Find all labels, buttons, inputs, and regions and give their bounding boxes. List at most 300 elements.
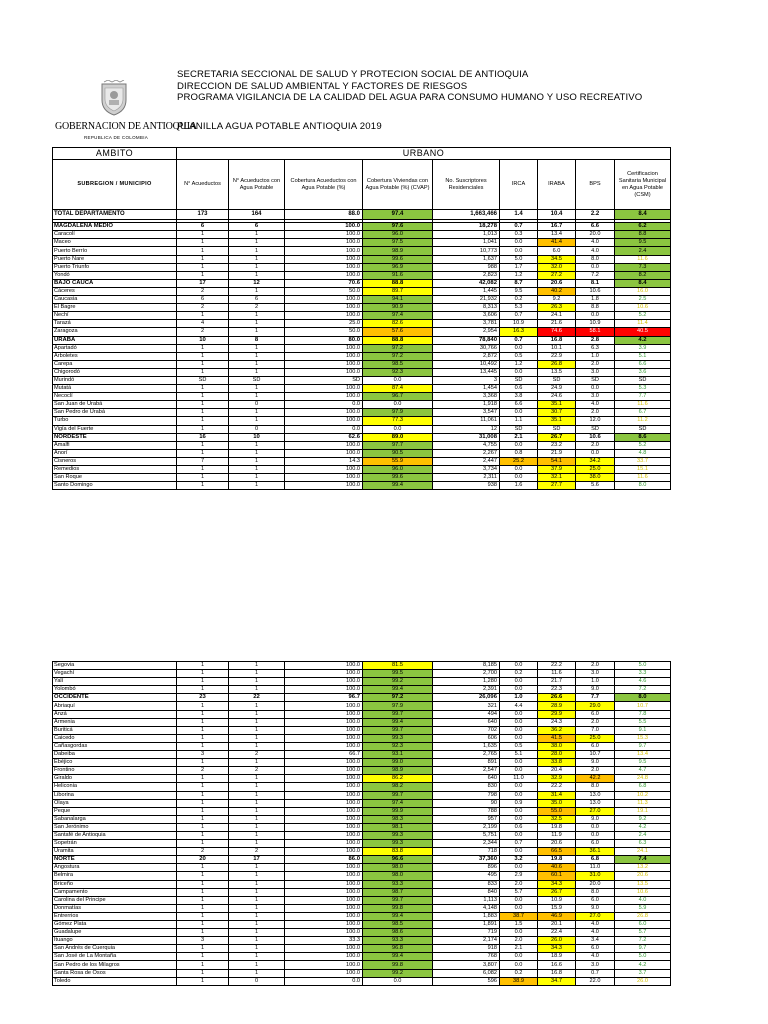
municipio-row (53, 937, 671, 945)
acueductos-potable-cell: 1 (229, 783, 285, 791)
urbano-header: URBANO (177, 148, 671, 160)
acueductos-cell: 6 (177, 296, 229, 304)
municipio-row (53, 929, 671, 937)
bps-cell: 2.8 (576, 336, 615, 344)
acueductos-potable-cell: 1 (229, 945, 285, 953)
acueductos-cell: 1 (177, 831, 229, 839)
cvap-cell: 99.3 (363, 840, 433, 848)
iraba-cell: 74.6 (538, 328, 576, 336)
municipio-name: Zaragoza (53, 328, 177, 336)
cobertura-acueductos-cell: 100.0 (285, 791, 363, 799)
iraba-cell: 20.6 (538, 840, 576, 848)
column-header: SUBREGION / MUNICIPIO (53, 160, 177, 210)
municipio-name: Yalí (53, 678, 177, 686)
irca-cell: 2.0 (500, 880, 538, 888)
municipio-name: Cáceres (53, 287, 177, 295)
bps-cell: 8.0 (576, 783, 615, 791)
cobertura-acueductos-cell: 100.0 (285, 815, 363, 823)
csm-cell: 7.2 (615, 937, 671, 945)
cobertura-acueductos-cell: 100.0 (285, 896, 363, 904)
bps-cell: 5.6 (576, 482, 615, 490)
suscriptores-cell: 1,013 (433, 231, 500, 239)
municipio-row (53, 969, 671, 977)
cobertura-acueductos-cell: 100.0 (285, 969, 363, 977)
cobertura-acueductos-cell: 0.0 (285, 401, 363, 409)
acueductos-cell: 1 (177, 482, 229, 490)
acueductos-potable-cell: 1 (229, 961, 285, 969)
acueductos-cell: 1 (177, 921, 229, 929)
municipio-name: Puerto Nare (53, 255, 177, 263)
municipio-name: Entrerrios (53, 912, 177, 920)
cobertura-acueductos-cell: 100.0 (285, 223, 363, 231)
acueductos-cell: 1 (177, 953, 229, 961)
iraba-cell: 22.9 (538, 352, 576, 360)
bps-cell: 1.0 (576, 678, 615, 686)
iraba-cell: 26.7 (538, 888, 576, 896)
suscriptores-cell: 1,891 (433, 921, 500, 929)
bps-cell: 3.0 (576, 393, 615, 401)
column-header: Cobertura Viviendas con Agua Potable (%) (CVAP) (363, 160, 433, 210)
cvap-cell: 57.6 (363, 328, 433, 336)
bps-cell: SD (576, 376, 615, 384)
suscriptores-cell: 1,454 (433, 385, 500, 393)
municipio-name: Guadalupe (53, 929, 177, 937)
iraba-cell: 33.8 (538, 759, 576, 767)
cobertura-acueductos-cell: 33.3 (285, 937, 363, 945)
bps-cell: 9.0 (576, 686, 615, 694)
municipio-row (53, 376, 671, 384)
cobertura-acueductos-cell: 25.0 (285, 320, 363, 328)
acueductos-cell: 1 (177, 344, 229, 352)
suscriptores-cell: 1,280 (433, 678, 500, 686)
cvap-cell: 90.9 (363, 304, 433, 312)
iraba-cell: 40.2 (538, 287, 576, 295)
suscriptores-cell: 1,635 (433, 742, 500, 750)
acueductos-potable-cell: 1 (229, 904, 285, 912)
suscriptores-cell: 1,637 (433, 255, 500, 263)
acueductos-potable-cell: 1 (229, 368, 285, 376)
csm-cell: 5.7 (615, 929, 671, 937)
table-body (53, 662, 671, 986)
cvap-cell: 97.2 (363, 352, 433, 360)
municipio-name: Liborina (53, 791, 177, 799)
bps-cell: 6.6 (576, 223, 615, 231)
acueductos-cell: 1 (177, 872, 229, 880)
acueductos-cell: 1 (177, 977, 229, 985)
cobertura-acueductos-cell: 100.0 (285, 831, 363, 839)
irca-cell: 0.0 (500, 864, 538, 872)
suscriptores-cell: 4,755 (433, 441, 500, 449)
csm-cell: 24.8 (615, 775, 671, 783)
municipio-row (53, 864, 671, 872)
suscriptores-cell: 640 (433, 775, 500, 783)
acueductos-cell: 1 (177, 880, 229, 888)
acueductos-potable-cell: 2 (229, 848, 285, 856)
acueductos-cell: 1 (177, 263, 229, 271)
suscriptores-cell: 90 (433, 799, 500, 807)
bps-cell: 1.8 (576, 296, 615, 304)
column-header: N° Acueductos con Agua Potable (229, 160, 285, 210)
suscriptores-cell: 10,492 (433, 360, 500, 368)
iraba-cell: 54.1 (538, 457, 576, 465)
iraba-cell: 55.0 (538, 807, 576, 815)
municipio-row (53, 912, 671, 920)
irca-cell: SD (500, 376, 538, 384)
cobertura-acueductos-cell: 100.0 (285, 304, 363, 312)
cvap-cell: 93.3 (363, 937, 433, 945)
iraba-cell: 24.6 (538, 393, 576, 401)
bps-cell: 27.0 (576, 807, 615, 815)
subregion-row (53, 433, 671, 441)
acueductos-potable-cell: 1 (229, 888, 285, 896)
cobertura-acueductos-cell: 100.0 (285, 385, 363, 393)
cobertura-acueductos-cell: 100.0 (285, 864, 363, 872)
cobertura-acueductos-cell: 100.0 (285, 767, 363, 775)
csm-cell: 9.7 (615, 742, 671, 750)
municipio-row (53, 831, 671, 839)
bps-cell: 27.0 (576, 912, 615, 920)
cobertura-acueductos-cell: 86.0 (285, 856, 363, 864)
acueductos-cell: 1 (177, 945, 229, 953)
municipio-name: Cañasgordas (53, 742, 177, 750)
irca-cell: 0.0 (500, 767, 538, 775)
csm-cell: 5.5 (615, 718, 671, 726)
municipio-name: Santa Rosa de Osos (53, 969, 177, 977)
municipio-name: Peque (53, 807, 177, 815)
suscriptores-cell: 26,096 (433, 694, 500, 702)
cvap-cell: 98.6 (363, 929, 433, 937)
municipio-row (53, 896, 671, 904)
acueductos-cell: 20 (177, 856, 229, 864)
acueductos-potable-cell: 1 (229, 271, 285, 279)
irca-cell: 0.0 (500, 815, 538, 823)
municipio-row (53, 320, 671, 328)
suscriptores-cell: 2,174 (433, 937, 500, 945)
iraba-cell: 26.6 (538, 694, 576, 702)
bps-cell: 3.0 (576, 368, 615, 376)
municipio-name: Santo Domingo (53, 482, 177, 490)
suscriptores-cell: 5,751 (433, 831, 500, 839)
suscriptores-cell: 2,267 (433, 449, 500, 457)
municipio-name: NORDESTE (53, 433, 177, 441)
municipio-name: Puerto Berrío (53, 247, 177, 255)
cvap-cell: 0.0 (363, 977, 433, 985)
acueductos-potable-cell: 1 (229, 360, 285, 368)
irca-cell: 1.6 (500, 482, 538, 490)
acueductos-potable-cell: 22 (229, 694, 285, 702)
iraba-cell: 35.1 (538, 401, 576, 409)
bps-cell: 6.0 (576, 945, 615, 953)
cobertura-acueductos-cell: 100.0 (285, 417, 363, 425)
irca-cell: 38.9 (500, 977, 538, 985)
cvap-cell: 93.1 (363, 751, 433, 759)
irca-cell: 0.0 (500, 239, 538, 247)
cvap-cell: 99.2 (363, 678, 433, 686)
irca-cell: 0.8 (500, 449, 538, 457)
suscriptores-cell: 718 (433, 848, 500, 856)
municipio-row (53, 815, 671, 823)
irca-cell: 0.0 (500, 441, 538, 449)
csm-cell: 10.6 (615, 304, 671, 312)
bps-cell: 10.9 (576, 320, 615, 328)
bps-cell: 6.3 (576, 344, 615, 352)
csm-cell: 4.7 (615, 767, 671, 775)
municipio-name: Carepa (53, 360, 177, 368)
cvap-cell: 99.4 (363, 953, 433, 961)
water-quality-table-page-2 (52, 661, 671, 986)
csm-cell: 8.8 (615, 231, 671, 239)
irca-cell: 0.0 (500, 929, 538, 937)
iraba-cell: 22.3 (538, 686, 576, 694)
municipio-row (53, 457, 671, 465)
municipio-name: Ituango (53, 937, 177, 945)
suscriptores-cell: 640 (433, 718, 500, 726)
cobertura-acueductos-cell: 100.0 (285, 474, 363, 482)
acueductos-potable-cell: 2 (229, 304, 285, 312)
irca-cell: 1.5 (500, 921, 538, 929)
suscriptores-cell: 78,840 (433, 336, 500, 344)
csm-cell: 15.3 (615, 734, 671, 742)
bps-cell: 2.0 (576, 662, 615, 670)
acueductos-potable-cell: 1 (229, 344, 285, 352)
acueductos-potable-cell: 1 (229, 287, 285, 295)
cobertura-acueductos-cell: 100.0 (285, 255, 363, 263)
csm-cell: 9.1 (615, 726, 671, 734)
cobertura-acueductos-cell: 100.0 (285, 360, 363, 368)
bps-cell: SD (576, 425, 615, 433)
acueductos-potable-cell: 0 (229, 425, 285, 433)
bps-cell: 36.1 (576, 848, 615, 856)
acueductos-potable-cell: 1 (229, 791, 285, 799)
irca-cell: 1.0 (500, 694, 538, 702)
municipio-row (53, 823, 671, 831)
bps-cell: 8.8 (576, 304, 615, 312)
suscriptores-cell: 3 (433, 376, 500, 384)
csm-cell: 33.7 (615, 457, 671, 465)
irca-cell: 0.0 (500, 783, 538, 791)
municipio-row (53, 799, 671, 807)
irca-cell: 0.0 (500, 791, 538, 799)
acueductos-potable-cell: 1 (229, 864, 285, 872)
cobertura-acueductos-cell: 50.0 (285, 287, 363, 295)
bps-cell: 20.0 (576, 231, 615, 239)
republica-logo-text: REPUBLICA DE COLOMBIA (84, 135, 149, 140)
cobertura-acueductos-cell: 62.6 (285, 433, 363, 441)
municipio-row (53, 328, 671, 336)
iraba-cell: 30.7 (538, 409, 576, 417)
irca-cell: 2.9 (500, 872, 538, 880)
suscriptores-cell: 2,391 (433, 686, 500, 694)
bps-cell: 13.0 (576, 799, 615, 807)
bps-cell: 4.0 (576, 239, 615, 247)
acueductos-potable-cell: 1 (229, 823, 285, 831)
csm-cell: 5.2 (615, 441, 671, 449)
acueductos-potable-cell: 1 (229, 239, 285, 247)
municipio-row (53, 702, 671, 710)
cobertura-acueductos-cell: 100.0 (285, 662, 363, 670)
bps-cell: 6.0 (576, 742, 615, 750)
iraba-cell: 19.8 (538, 856, 576, 864)
csm-cell: 19.1 (615, 807, 671, 815)
suscriptores-cell: 1,041 (433, 239, 500, 247)
cvap-cell: 90.5 (363, 449, 433, 457)
municipio-name: Cisneros (53, 457, 177, 465)
irca-cell: 0.0 (500, 896, 538, 904)
irca-cell: 0.0 (500, 710, 538, 718)
iraba-cell: SD (538, 425, 576, 433)
suscriptores-cell: 938 (433, 482, 500, 490)
cobertura-acueductos-cell: 100.0 (285, 670, 363, 678)
acueductos-potable-cell: 1 (229, 742, 285, 750)
cobertura-acueductos-cell: 100.0 (285, 702, 363, 710)
acueductos-potable-cell: 1 (229, 393, 285, 401)
bps-cell: 0.0 (576, 385, 615, 393)
iraba-cell: 34.3 (538, 880, 576, 888)
municipio-row (53, 880, 671, 888)
column-header: No. Suscriptores Residenciales (433, 160, 500, 210)
bps-cell: 4.0 (576, 953, 615, 961)
acueductos-cell: 2 (177, 328, 229, 336)
irca-cell: 1.2 (500, 360, 538, 368)
irca-cell: 0.2 (500, 296, 538, 304)
bps-cell: 7.0 (576, 726, 615, 734)
acueductos-cell: 1 (177, 823, 229, 831)
municipio-name: OCCIDENTE (53, 694, 177, 702)
cvap-cell: 99.8 (363, 904, 433, 912)
suscriptores-cell: 833 (433, 880, 500, 888)
csm-cell: 9.7 (615, 945, 671, 953)
acueductos-potable-cell: 6 (229, 223, 285, 231)
acueductos-cell: 1 (177, 775, 229, 783)
municipio-name: San José de La Montaña (53, 953, 177, 961)
bps-cell: 8.0 (576, 255, 615, 263)
acueductos-cell: 1 (177, 662, 229, 670)
bps-cell: 4.0 (576, 247, 615, 255)
municipio-row (53, 296, 671, 304)
cobertura-acueductos-cell: 50.0 (285, 328, 363, 336)
acueductos-potable-cell: 1 (229, 799, 285, 807)
csm-cell: 6.2 (615, 223, 671, 231)
cvap-cell: 0.0 (363, 425, 433, 433)
acueductos-cell: 1 (177, 791, 229, 799)
acueductos-potable-cell: 1 (229, 231, 285, 239)
bps-cell: 10.6 (576, 287, 615, 295)
municipio-name: San Pedro de los Milagros (53, 961, 177, 969)
cobertura-acueductos-cell: 100.0 (285, 961, 363, 969)
suscriptores-cell: 37,360 (433, 856, 500, 864)
cobertura-acueductos-cell: 100.0 (285, 742, 363, 750)
cvap-cell: 99.2 (363, 969, 433, 977)
acueductos-cell: 4 (177, 320, 229, 328)
acueductos-potable-cell: 1 (229, 482, 285, 490)
acueductos-cell: 1 (177, 710, 229, 718)
cobertura-acueductos-cell: 100.0 (285, 393, 363, 401)
csm-cell: 2.4 (615, 831, 671, 839)
municipio-name: Belmira (53, 872, 177, 880)
csm-cell: 11.6 (615, 255, 671, 263)
acueductos-cell: 1 (177, 969, 229, 977)
bps-cell: 2.0 (576, 360, 615, 368)
municipio-name: Anorí (53, 449, 177, 457)
suscriptores-cell: 2,199 (433, 823, 500, 831)
suscriptores-cell: 11,061 (433, 417, 500, 425)
municipio-name: San Jerónimo (53, 823, 177, 831)
irca-cell: 0.0 (500, 726, 538, 734)
municipio-name: Angostura (53, 864, 177, 872)
suscriptores-cell: 702 (433, 726, 500, 734)
irca-cell: 8.7 (500, 279, 538, 287)
acueductos-cell: 1 (177, 702, 229, 710)
irca-cell: 0.0 (500, 466, 538, 474)
cobertura-acueductos-cell: 100.0 (285, 271, 363, 279)
iraba-cell: 16.6 (538, 961, 576, 969)
cobertura-acueductos-cell: 100.0 (285, 231, 363, 239)
municipio-row (53, 352, 671, 360)
cobertura-acueductos-cell: 100.0 (285, 799, 363, 807)
cvap-cell: 99.5 (363, 670, 433, 678)
suscriptores-cell: 10,773 (433, 247, 500, 255)
csm-cell: 7.8 (615, 710, 671, 718)
municipio-name: Necoclí (53, 393, 177, 401)
csm-cell: 4.2 (615, 823, 671, 831)
cvap-cell: 55.9 (363, 457, 433, 465)
antioquia-crest-icon (99, 80, 129, 116)
acueductos-potable-cell: 164 (229, 210, 285, 220)
irca-cell: 1.1 (500, 417, 538, 425)
municipio-row (53, 271, 671, 279)
cvap-cell: 97.6 (363, 223, 433, 231)
acueductos-potable-cell: 1 (229, 352, 285, 360)
cvap-cell: 97.2 (363, 694, 433, 702)
cobertura-acueductos-cell: 0.0 (285, 425, 363, 433)
bps-cell: 2.0 (576, 718, 615, 726)
iraba-cell: 11.9 (538, 831, 576, 839)
csm-cell: 6.3 (615, 840, 671, 848)
cobertura-acueductos-cell: 100.0 (285, 888, 363, 896)
acueductos-cell: 1 (177, 718, 229, 726)
cobertura-acueductos-cell: 0.0 (285, 977, 363, 985)
csm-cell: 8.2 (615, 271, 671, 279)
bps-cell: 1.0 (576, 352, 615, 360)
bps-cell: 6.0 (576, 840, 615, 848)
bps-cell: 7.2 (576, 271, 615, 279)
municipio-name: Caicedo (53, 734, 177, 742)
cobertura-acueductos-cell: 100.0 (285, 247, 363, 255)
acueductos-cell: 1 (177, 726, 229, 734)
acueductos-potable-cell: 1 (229, 662, 285, 670)
iraba-cell: 21.6 (538, 320, 576, 328)
cvap-cell: 88.8 (363, 279, 433, 287)
municipio-row (53, 759, 671, 767)
cvap-cell: 98.0 (363, 872, 433, 880)
acueductos-cell: 1 (177, 368, 229, 376)
municipio-row (53, 263, 671, 271)
bps-cell: 0.0 (576, 263, 615, 271)
irca-cell: 9.5 (500, 287, 538, 295)
iraba-cell: 34.5 (538, 255, 576, 263)
municipio-name: Donmatías (53, 904, 177, 912)
municipio-name: San Andrés de Cuerquia (53, 945, 177, 953)
acueductos-cell: 16 (177, 433, 229, 441)
cvap-cell: 0.0 (363, 376, 433, 384)
irca-cell: 3.2 (500, 856, 538, 864)
cvap-cell: 98.7 (363, 888, 433, 896)
iraba-cell: 22.2 (538, 662, 576, 670)
iraba-cell: 41.5 (538, 734, 576, 742)
municipio-name: San Pedro de Urabá (53, 409, 177, 417)
acueductos-potable-cell: 1 (229, 312, 285, 320)
cvap-cell: 96.6 (363, 856, 433, 864)
